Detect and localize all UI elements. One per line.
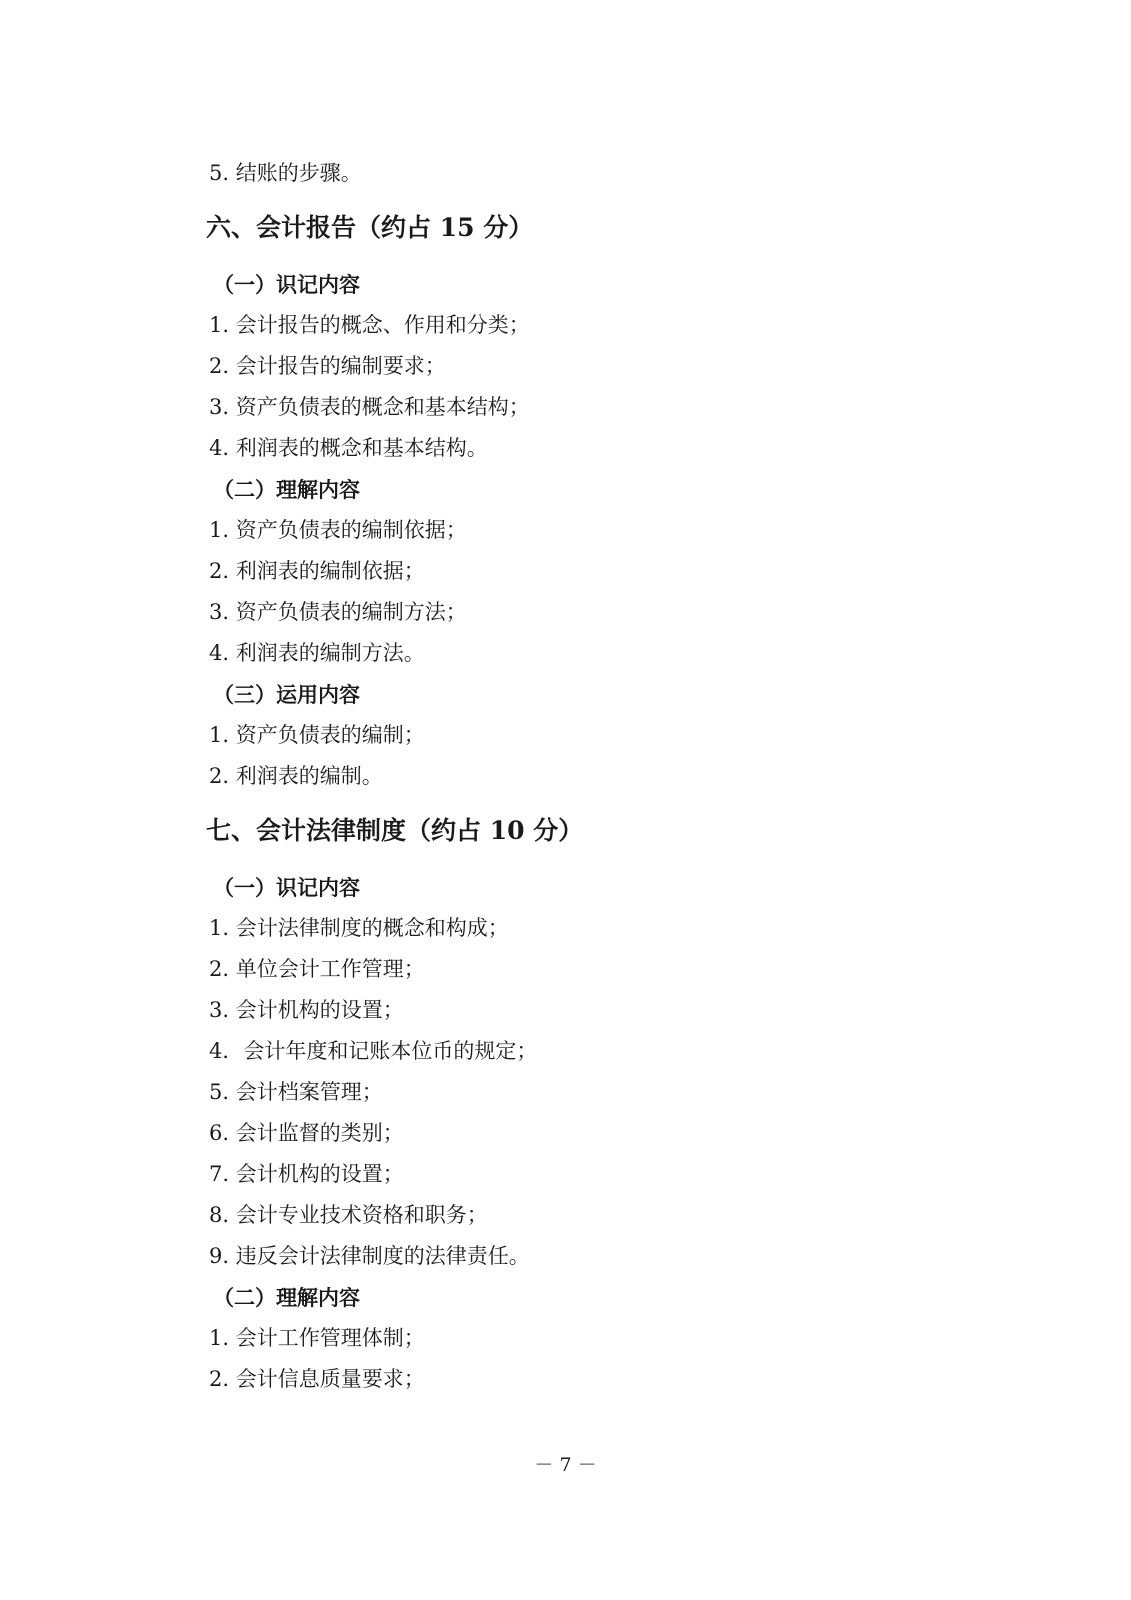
list-item: 5. 会计档案管理； [209,1080,383,1104]
list-item: 1. 资产负债表的编制依据； [209,518,467,542]
list-item: 1. 会计报告的概念、作用和分类； [209,313,530,337]
list-item: 3. 资产负债表的概念和基本结构； [209,395,530,419]
list-item: 4. 利润表的概念和基本结构。 [209,436,488,460]
list-item: 7. 会计机构的设置； [209,1162,404,1186]
list-item: 4. 利润表的编制方法。 [209,641,425,665]
list-item: 1. 会计工作管理体制； [209,1326,425,1350]
subsection-title: （二）理解内容 [213,1285,360,1310]
list-item: 3. 资产负债表的编制方法； [209,600,467,624]
list-item: 8. 会计专业技术资格和职务； [209,1203,488,1227]
list-item: 3. 会计机构的设置； [209,998,404,1022]
list-item: 1. 资产负债表的编制； [209,723,425,747]
list-item: 2. 单位会计工作管理； [209,957,425,981]
list-item: 2. 会计信息质量要求； [209,1367,425,1391]
list-item: 2. 利润表的编制依据； [209,559,425,583]
subsection-title: （一）识记内容 [213,875,360,900]
section-title: 六、会计报告（约占 15 分） [206,213,534,242]
section-title: 七、会计法律制度（约占 10 分） [206,816,584,845]
subsection-title: （二）理解内容 [213,477,360,502]
subsection-title: （三）运用内容 [213,682,360,707]
list-item: 9. 违反会计法律制度的法律责任。 [209,1244,530,1268]
list-item: 6. 会计监督的类别； [209,1121,404,1145]
list-item: 4．会计年度和记账本位币的规定； [209,1039,538,1063]
list-item: 2. 会计报告的编制要求； [209,354,446,378]
page-number: － 7 － [534,1454,597,1476]
list-item: 5. 结账的步骤。 [209,161,362,185]
list-item: 1. 会计法律制度的概念和构成； [209,916,509,940]
list-item: 2. 利润表的编制。 [209,764,383,788]
subsection-title: （一）识记内容 [213,272,360,297]
